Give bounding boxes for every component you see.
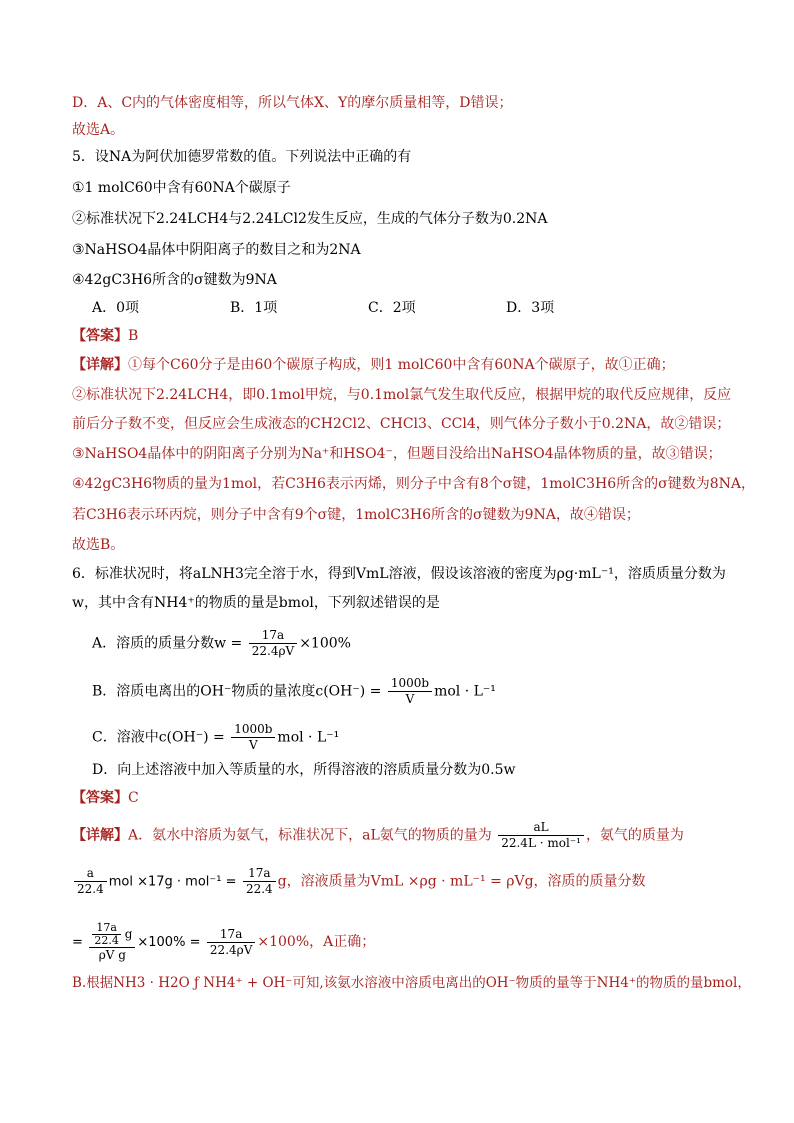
numerator: 17a [249,628,297,644]
fraction [243,866,276,897]
option-a-text: A．溶质的质量分数w = [92,635,243,652]
detail-label: 【详解】 [72,357,128,373]
fraction [249,628,297,659]
numerator: 1000b [388,676,432,692]
detail-text: g，溶液质量为VmL ×ρg · mL⁻¹ = ρVg，溶质的质量分数 [277,873,646,890]
fraction [207,927,255,958]
answer-label: 【答案】 [72,328,128,344]
statement-4: ④42gC3H6所含的σ键数为9NA [72,272,277,288]
options-row [92,298,644,318]
numerator: a [74,866,107,882]
equals-sign: = [72,935,83,950]
option-c-text: C．溶液中c(OH⁻) = [92,729,225,746]
question-5-stem: 5．设NA为阿伏加德罗常数的值。下列说法中正确的有 [72,149,412,165]
denominator: V [248,738,258,752]
detail-line: ②标准状况下2.24LCH4，即0.1mol甲烷，与0.1mol氯气发生取代反应，根据甲烷的取代反应规律，反应 [72,387,732,403]
numerator: 17a [243,866,276,882]
option-b [92,676,496,707]
detail-text: A．氨水中溶质为氨气，标准状况下，aL氨气的物质的量为 [128,827,492,844]
statement-1: ①1 molC60中含有60NA个碳原子 [72,180,291,196]
inner-fraction [92,922,121,947]
denominator: ρV g [98,948,126,962]
question-6-stem: 6．标准状况时，将aLNH3完全溶于水，得到VmL溶液，假设该溶液的密度为ρg·mL⁻¹，溶质质量分数为 [72,566,726,582]
statement-2: ②标准状况下2.24LCH4与2.24LCl2发生反应，生成的气体分子数为0.2NA [72,211,548,227]
option-c [92,722,339,753]
denominator: 22.4 [245,882,273,896]
detail-text: ①每个C60分子是由60个碳原子构成，则1 molC60中含有60NA个碳原子，故①正确； [128,357,675,373]
option-a: A．0项 [92,300,140,316]
fraction [74,866,107,897]
fraction [231,722,275,753]
detail-line: ③NaHSO4晶体中的阴阳离子分别为Na⁺和HSO4⁻，但题目没给出NaHSO4晶体物质的量，故③错误； [72,446,722,462]
text-line: D．A、C内的气体密度相等，所以气体X、Y的摩尔质量相等，D错误； [72,95,513,111]
numerator: 17a [207,927,255,943]
detail-line: B.根据NH3 · H2O ƒ NH4⁺ + OH⁻可知,该氨水溶液中溶质电离出的OH⁻物质的量等于NH4⁺的物质的量bmol， [72,975,751,991]
fraction [388,676,432,707]
option-a-suffix: ×100% [299,635,351,652]
detail-text: ，氨气的质量为 [585,827,684,844]
detail-line: ④42gC3H6物质的量为1mol，若C3H6表示丙烯，则分子中含有8个σ键，1molC3H6所含的σ键数为8NA， [72,476,755,492]
denominator: V [405,692,415,706]
denominator: 22.4ρV [209,942,253,957]
option-b-text: B．溶质电离出的OH⁻物质的量浓度c(OH⁻) = [92,683,382,700]
numerator [89,922,135,948]
numerator: aL [498,820,584,836]
detail-line [72,820,684,851]
detail-line: 若C3H6表示环丙烷，则分子中含有9个σ键，1molC3H6所含的σ键数为9NA，故④错误； [72,507,640,523]
answer-line [72,788,139,808]
expression: mol ×17g · mol⁻¹ = [108,874,237,890]
inner-numerator: 17a [92,922,121,935]
detail-line [72,866,646,897]
compound-fraction [89,922,135,962]
fraction [498,820,584,851]
denominator: 22.4ρV [251,644,295,658]
denominator: 22.4 [77,882,104,896]
answer-line [72,326,138,346]
detail-text: ×100%，A正确； [257,934,376,950]
detail-line [72,355,675,375]
statement-3: ③NaHSO4晶体中阴阳离子的数目之和为2NA [72,242,361,258]
denominator: 22.4L · mol⁻¹ [501,836,581,850]
option-c-suffix: mol · L⁻¹ [277,729,340,746]
answer-label: 【答案】 [72,790,128,806]
numerator: 1000b [231,722,275,738]
expression: ×100% = [137,935,201,950]
option-b: B．1项 [230,300,278,316]
text-line: 故选A。 [72,122,125,138]
answer-value: B [128,328,139,344]
unit: g [124,927,133,941]
option-a [92,628,351,659]
option-b-suffix: mol · L⁻¹ [434,683,496,700]
detail-label: 【详解】 [72,827,128,844]
detail-line: 故选B。 [72,537,125,553]
inner-denominator: 22.4 [94,934,119,947]
detail-line: 前后分子数不变，但反应会生成液态的CH2Cl2、CHCl3、CCl4，则气体分子数小于0.2NA，故②错误； [72,416,731,432]
option-d: D．向上述溶液中加入等质量的水，所得溶液的溶质质量分数为0.5w [92,762,516,778]
option-c: C．2项 [368,300,416,316]
question-6-stem: w，其中含有NH4⁺的物质的量是bmol，下列叙述错误的是 [72,595,440,611]
detail-line [72,922,375,962]
option-d: D．3项 [506,300,555,316]
answer-value: C [128,790,139,806]
